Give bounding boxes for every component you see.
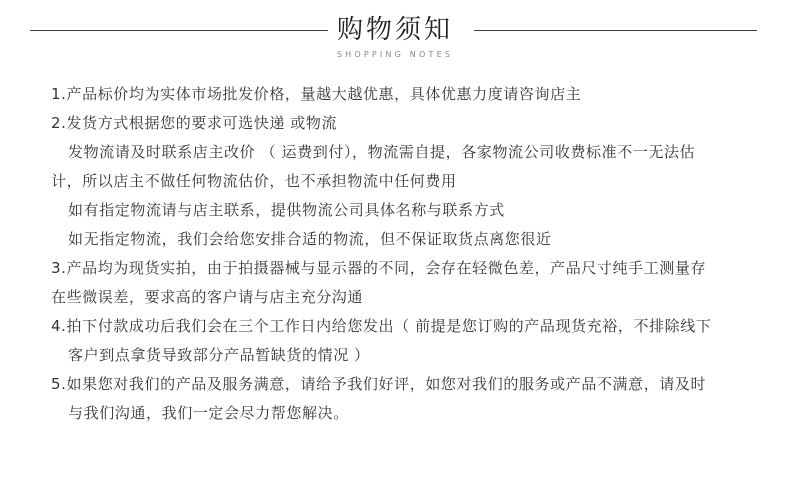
note-line: 如有指定物流请与店主联系，提供物流公司具体名称与联系方式 — [68, 201, 505, 219]
header-rule-right — [474, 30, 757, 31]
note-line: 计，所以店主不做任何物流估价，也不承担物流中任何费用 — [51, 172, 457, 190]
note-line: 1.产品标价均为实体市场批发价格，量越大越优惠，具体优惠力度请咨询店主 — [51, 85, 582, 103]
note-line: 4.拍下付款成功后我们会在三个工作日内给您发出（ 前提是您订购的产品现货充裕，不排除线下 — [51, 317, 712, 335]
note-line: 客户到点拿货导致部分产品暂缺货的情况 ） — [68, 346, 370, 364]
note-line: 5.如果您对我们的产品及服务满意，请给予我们好评，如您对我们的服务或产品不满意，请及时 — [51, 375, 707, 393]
note-line: 如无指定物流，我们会给您安排合适的物流，但不保证取货点离您很近 — [68, 230, 552, 248]
header — [0, 0, 790, 72]
page-subtitle: SHOPPING NOTES — [336, 50, 454, 59]
page-title: 购物须知 — [336, 15, 453, 45]
note-line: 在些微误差，要求高的客户请与店主充分沟通 — [51, 288, 364, 306]
note-line: 发物流请及时联系店主改价 （ 运费到付），物流需自提，各家物流公司收费标准不一无法估 — [68, 143, 696, 161]
note-line: 3.产品均为现货实拍，由于拍摄器械与显示器的不同，会存在轻微色差，产品尺寸纯手工测量存 — [51, 259, 707, 277]
note-line: 2.发货方式根据您的要求可选快递 或物流 — [51, 114, 338, 132]
note-line: 与我们沟通，我们一定会尽力帮您解决。 — [68, 404, 349, 422]
